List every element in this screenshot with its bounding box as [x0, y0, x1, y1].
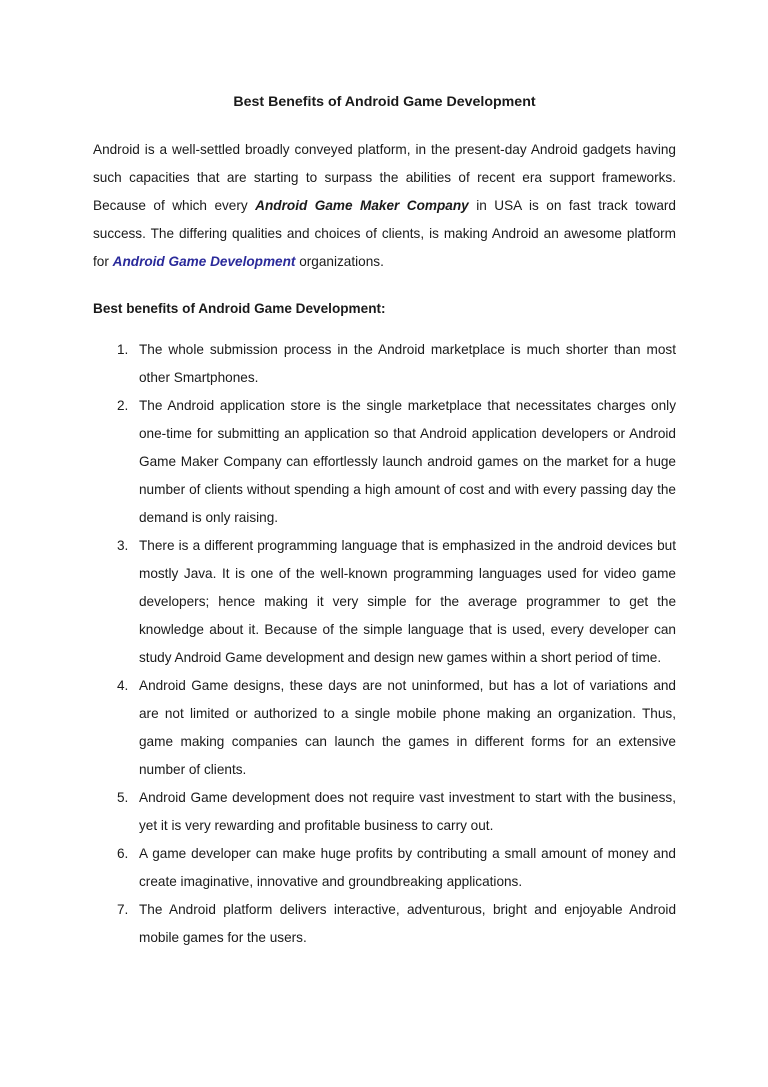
- benefits-subheading: Best benefits of Android Game Development:: [93, 301, 386, 316]
- document-body: [93, 90, 676, 952]
- intro-text-part3: organizations.: [295, 254, 384, 269]
- intro-text-part1: Android is a well-settled broadly conveyed platform, in the present-day Android gadgets having such capacities that are starting to surpass the abilities of recent era support frameworks. Because of which every: [93, 142, 676, 213]
- benefit-number: 7.: [117, 902, 129, 917]
- benefit-number: 5.: [117, 790, 129, 805]
- benefit-item-6: [93, 840, 676, 896]
- benefit-text: There is a different programming language that is emphasized in the android devices but mostly Java. It is one of the well-known programming languages used for video game developers; hence making it very simple for the average programmer to get the knowledge about it. Because of the simple language that is used, every developer can study Android Game development and design new games within a short period of time.: [139, 538, 676, 665]
- document-title: Best Benefits of Android Game Development: [233, 94, 536, 110]
- benefit-text: Android Game designs, these days are not uninformed, but has a lot of variations and are not limited or authorized to a single mobile phone making an organization. Thus, game making companies can launch the games in different forms for an extensive number of clients.: [139, 678, 676, 777]
- benefit-number: 1.: [117, 342, 129, 357]
- benefit-item-2: [93, 392, 676, 532]
- intro-text-part2: in USA is on fast track toward success. The differing qualities and choices of clients, is making Android an awesome platform for: [93, 198, 676, 269]
- android-game-development-link[interactable]: Android Game Development: [112, 254, 296, 269]
- benefits-list: [93, 336, 676, 952]
- intro-paragraph: [93, 136, 676, 276]
- benefit-item-3: [93, 532, 676, 672]
- benefit-text: A game developer can make huge profits by contributing a small amount of money and create imaginative, innovative and groundbreaking applications.: [139, 846, 676, 889]
- benefit-number: 3.: [117, 538, 129, 553]
- benefit-text: The whole submission process in the Android marketplace is much shorter than most other Smartphones.: [139, 342, 676, 385]
- intro-emphasis: Android Game Maker Company: [255, 198, 469, 213]
- benefit-number: 2.: [117, 398, 129, 413]
- benefit-item-7: [93, 896, 676, 952]
- benefit-item-5: [93, 784, 676, 840]
- benefit-item-4: [93, 672, 676, 784]
- benefit-text: Android Game development does not require vast investment to start with the business, yet it is very rewarding and profitable business to carry out.: [139, 790, 676, 833]
- benefit-item-1: [93, 336, 676, 392]
- benefit-number: 6.: [117, 846, 129, 861]
- benefit-text: The Android platform delivers interactive, adventurous, bright and enjoyable Android mobile games for the users.: [139, 902, 676, 945]
- benefit-number: 4.: [117, 678, 129, 693]
- benefit-text: The Android application store is the single marketplace that necessitates charges only one-time for submitting an application so that Android application developers or Android Game Maker Company can effortlessly launch android games on the market for a huge number of clients without spending a high amount of cost and with every passing day the demand is only raising.: [139, 398, 676, 525]
